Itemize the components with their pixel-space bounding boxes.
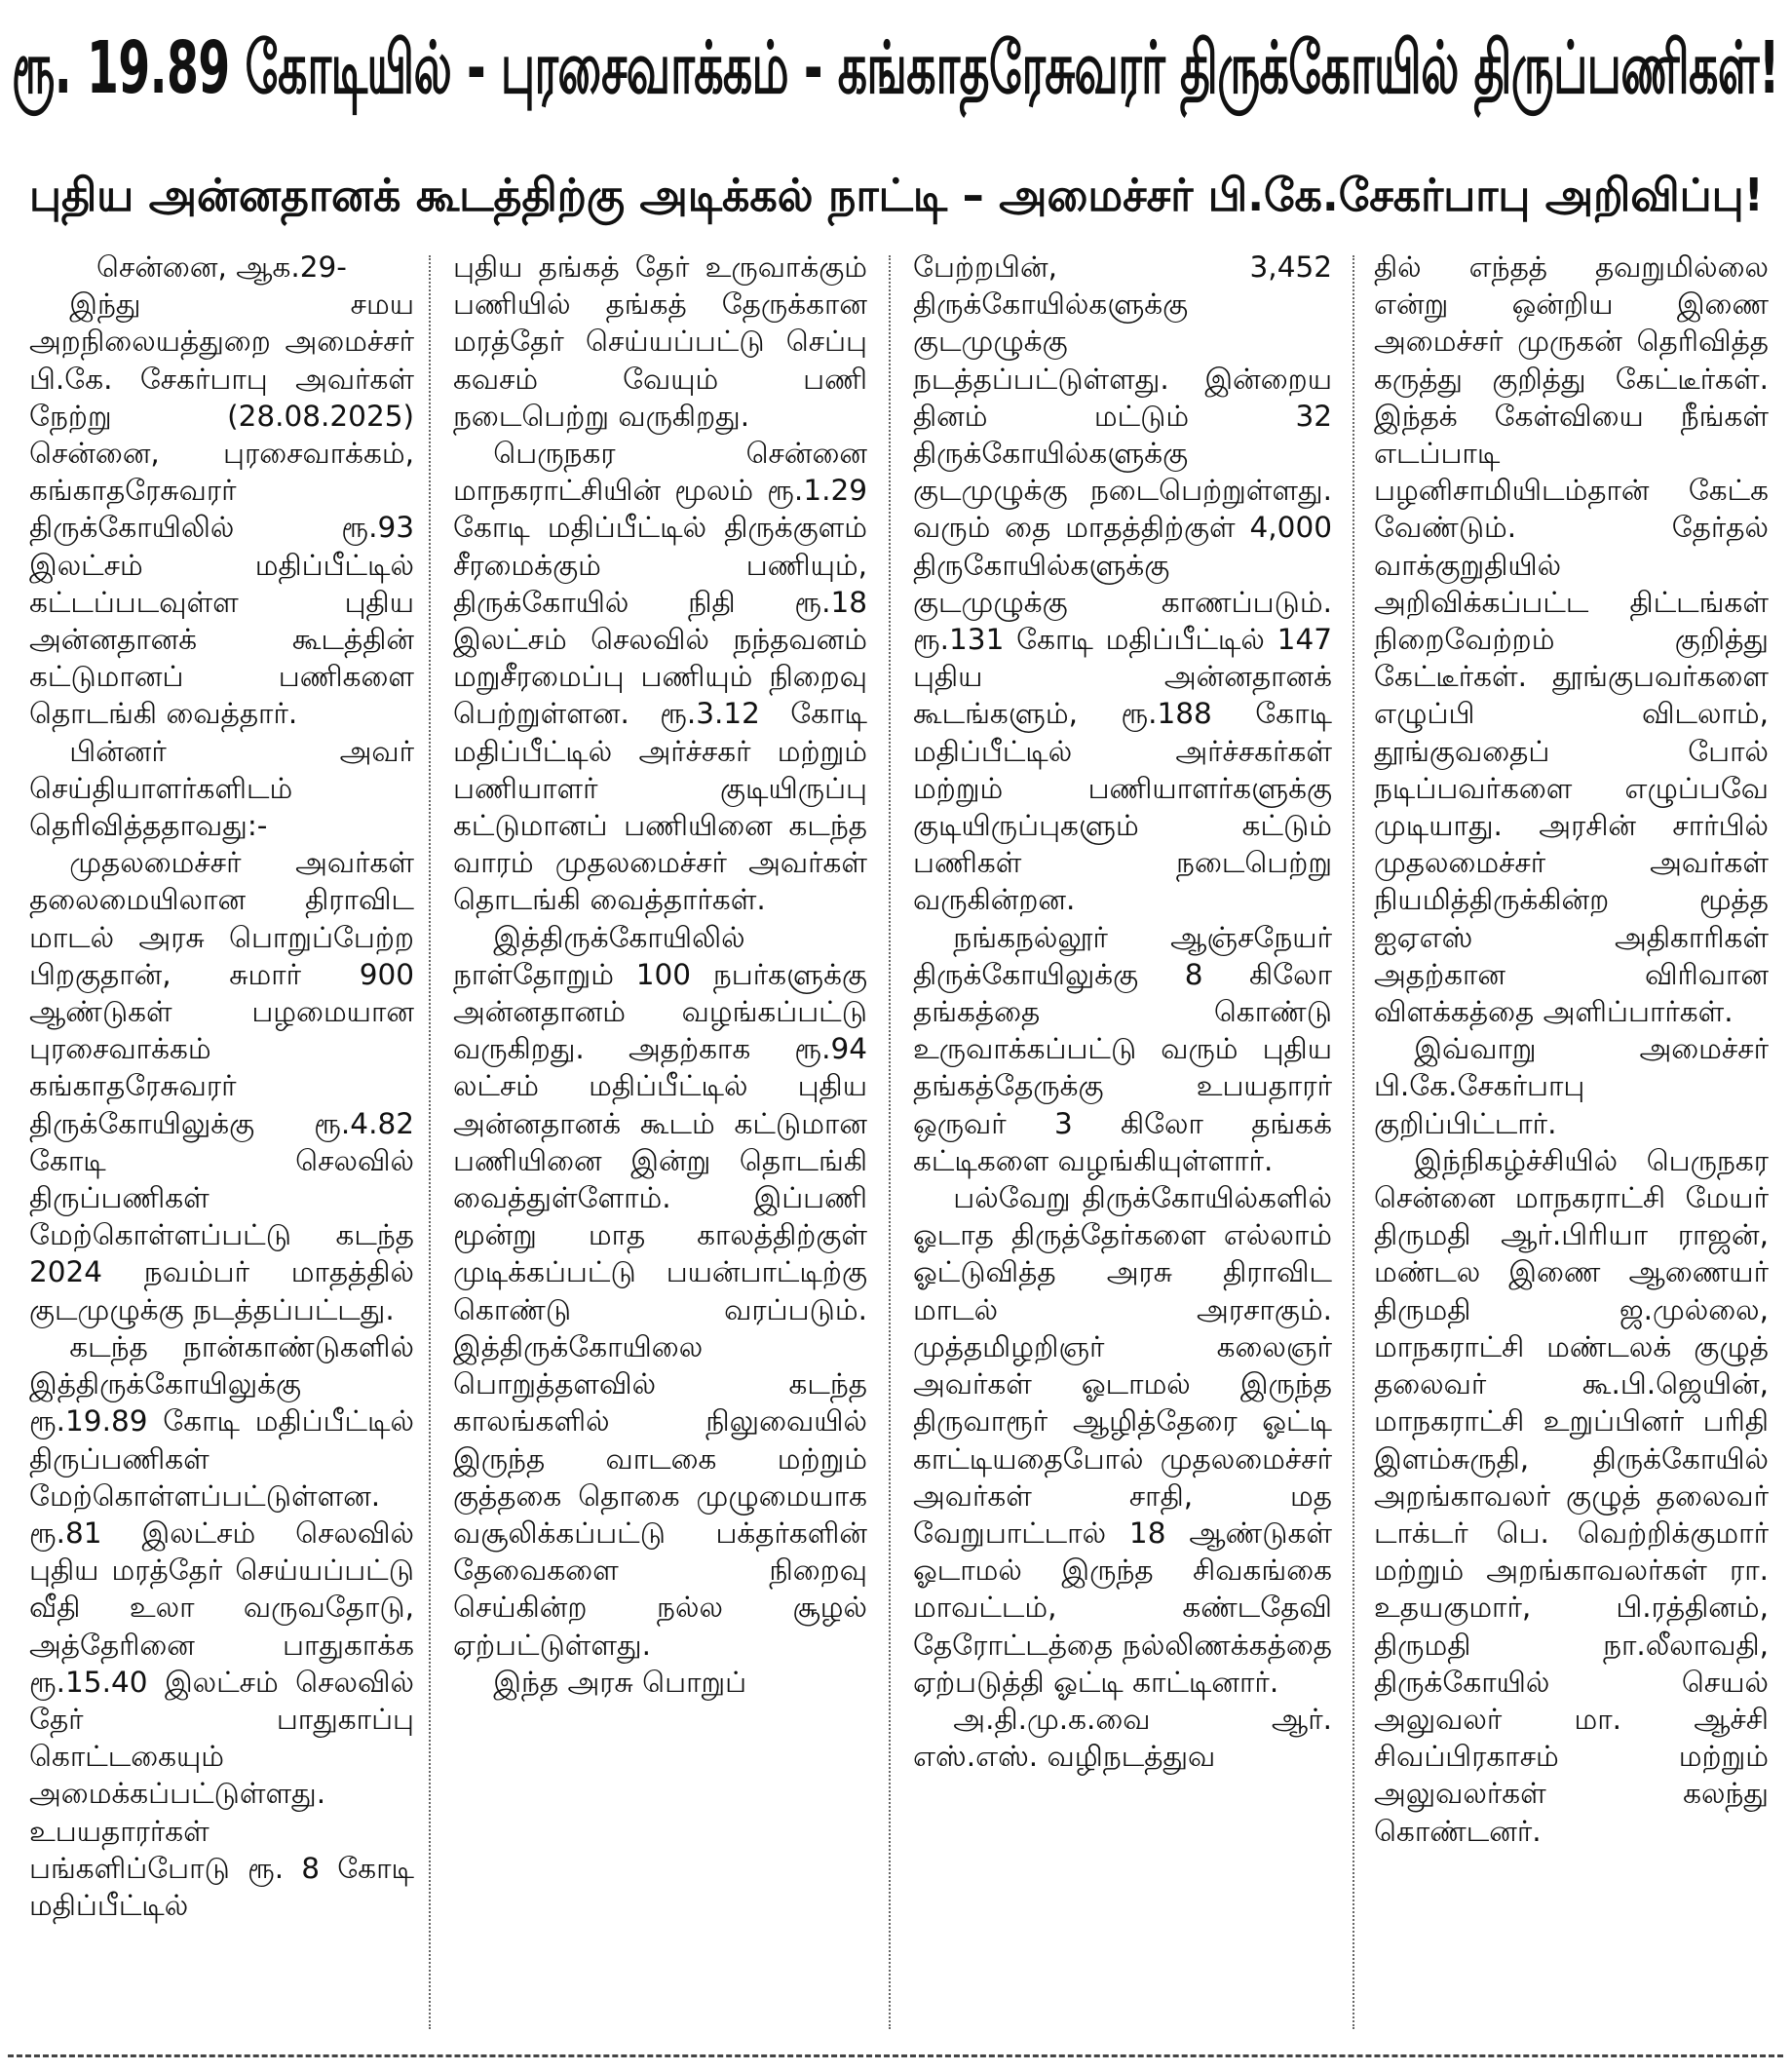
article-paragraph: அ.தி.மு.க.வை ஆர். எஸ்.எஸ். வழிநடத்துவ	[913, 1702, 1332, 1774]
article-paragraph: பேற்றபின், 3,452 திருக்கோயில்களுக்கு குடமுழுக்கு நடத்தப்பட்டுள்ளது. இன்றைய தினம் மட்டும் 32 திருக்கோயில்களுக்கு குடமுழுக்கு நடைபெற்றுள்ளது. வரும் தை மாதத்திற்குள் 4,000 திருகோயில்களுக்கு குடமுழுக்கு காணப்படும். ரூ.131 கோடி மதிப்பீட்டில் 147 புதிய அன்னதானக் கூடங்களும், ரூ.188 கோடி மதிப்பீட்டில் அர்ச்சகர்கள் மற்றும் பணியாளர்களுக்கு குடியிருப்புகளும் கட்டும் பணிகள் நடைபெற்று வருகின்றன.	[913, 250, 1332, 917]
column-divider	[1353, 255, 1354, 2029]
column-divider	[429, 255, 431, 2029]
article-paragraph: பின்னர் அவர் செய்தியாளர்களிடம் தெரிவித்ததாவது:-	[29, 734, 414, 843]
bottom-divider	[8, 2054, 1783, 2057]
article-paragraph: நங்கநல்லூர் ஆஞ்சநேயர் திருக்கோயிலுக்கு 8 கிலோ தங்கத்தை கொண்டு உருவாக்கப்பட்டு வரும் புதிய தங்கத்தேருக்கு உபயதாரர் ஒருவர் 3 கிலோ தங்கக் கட்டிகளை வழங்கியுள்ளார்.	[913, 920, 1332, 1177]
article-paragraph: இந்து சமய அறநிலையத்துறை அமைச்சர் பி.கே. சேகர்பாபு அவர்கள் நேற்று (28.08.2025) சென்னை, புரசைவாக்கம், கங்காதரேசுவரர் திருக்கோயிலில் ரூ.93 இலட்சம் மதிப்பீட்டில் கட்டப்படவுள்ள புதிய அன்னதானக் கூடத்தின் கட்டுமானப் பணிகளை தொடங்கி வைத்தார்.	[29, 288, 414, 731]
article-paragraph: கடந்த நான்காண்டுகளில் இத்திருக்கோயிலுக்கு ரூ.19.89 கோடி மதிப்பீட்டில் திருப்பணிகள் மேற்கொள்ளப்பட்டுள்ளன. ரூ.81 இலட்சம் செலவில் புதிய மரத்தேர் செய்யப்பட்டு வீதி உலா வருவதோடு, அத்தேரினை பாதுகாக்க ரூ.15.40 இலட்சம் செலவில் தேர் பாதுகாப்பு கொட்டகையும் அமைக்கப்பட்டுள்ளது. உபயதாரர்கள் பங்களிப்போடு ரூ. 8 கோடி மதிப்பீட்டில்	[29, 1329, 414, 1922]
dateline: சென்னை, ஆக.29-	[96, 250, 347, 284]
article-paragraph: இவ்வாறு அமைச்சர் பி.கே.சேகர்பாபு குறிப்பிட்டார்.	[1374, 1032, 1769, 1140]
article-paragraph: புதிய தங்கத் தேர் உருவாக்கும் பணியில் தங்கத் தேருக்கான மரத்தேர் செய்யப்பட்டு செப்பு கவசம் வேயும் பணி நடைபெற்று வருகிறது.	[453, 250, 867, 433]
article-column-3	[913, 249, 1332, 2032]
article-paragraph: பெருநகர சென்னை மாநகராட்சியின் மூலம் ரூ.1.29 கோடி மதிப்பீட்டில் திருக்குளம் சீரமைக்கும் பணியும், திருக்கோயில் நிதி ரூ.18 இலட்சம் செலவில் நந்தவனம் மறுசீரமைப்பு பணியும் நிறைவு பெற்றுள்ளன. ரூ.3.12 கோடி மதிப்பீட்டில் அர்ச்சகர் மற்றும் பணியாளர் குடியிருப்பு கட்டுமானப் பணியினை கடந்த வாரம் முதலமைச்சர் அவர்கள் தொடங்கி வைத்தார்கள்.	[453, 437, 867, 917]
article-paragraph: இத்திருக்கோயிலில் நாள்தோறும் 100 நபர்களுக்கு அன்னதானம் வழங்கப்பட்டு வருகிறது. அதற்காக ரூ.94 லட்சம் மதிப்பீட்டில் புதிய அன்னதானக் கூடம் கட்டுமான பணியினை இன்று தொடங்கி வைத்துள்ளோம். இப்பணி மூன்று மாத காலத்திற்குள் முடிக்கப்பட்டு பயன்பாட்டிற்கு கொண்டு வரப்படும். இத்திருக்கோயிலை பொறுத்தளவில் கடந்த காலங்களில் நிலுவையில் இருந்த வாடகை மற்றும் குத்தகை தொகை முழுமையாக வசூலிக்கப்பட்டு பக்தர்களின் தேவைகளை நிறைவு செய்கின்ற நல்ல சூழல் ஏற்பட்டுள்ளது.	[453, 920, 867, 1662]
headline: ரூ. 19.89 கோடியில் - புரசைவாக்கம் - கங்காதரேசுவரர் திருக்கோயில் திருப்பணிகள்!	[12, 26, 1779, 110]
article-paragraph: பல்வேறு திருக்கோயில்களில் ஓடாத திருத்தேர்களை எல்லாம் ஓட்டுவித்த அரசு திராவிட மாடல் அரசாகும். முத்தமிழறிஞர் கலைஞர் அவர்கள் ஓடாமல் இருந்த திருவாரூர் ஆழித்தேரை ஓட்டி காட்டியதைபோல் முதலமைச்சர் அவர்கள் சாதி, மத வேறுபாட்டால் 18 ஆண்டுகள் ஓடாமல் இருந்த சிவகங்கை மாவட்டம், கண்டதேவி தேரோட்டத்தை நல்லிணக்கத்தை ஏற்படுத்தி ஓட்டி காட்டினார்.	[913, 1181, 1332, 1699]
article-column-1	[29, 249, 414, 2032]
article-paragraph: இந்த அரசு பொறுப்	[493, 1665, 747, 1699]
article-paragraph: இந்நிகழ்ச்சியில் பெருநகர சென்னை மாநகராட்சி மேயர் திருமதி ஆர்.பிரியா ராஜன், மண்டல இணை ஆணையர் திருமதி ஜ.முல்லை, மாநகராட்சி மண்டலக் குழுத் தலைவர் கூ.பி.ஜெயின், மாநகராட்சி உறுப்பினர் பரிதி இளம்சுருதி, திருக்கோயில் அறங்காவலர் குழுத் தலைவர் டாக்டர் பெ. வெற்றிக்குமார் மற்றும் அறங்காவலர்கள் ரா. உதயகுமார், பி.ரத்தினம், திருமதி நா.லீலாவதி, திருக்கோயில் செயல் அலுவலர் மா. ஆச்சி சிவப்பிரகாசம் மற்றும் அலுவலர்கள் கலந்து கொண்டனர்.	[1374, 1143, 1769, 1848]
article-column-2	[453, 249, 867, 2032]
column-divider	[889, 255, 891, 2029]
subheadline: புதிய அன்னதானக் கூடத்திற்கு அடிக்கல் நாட்டி – அமைச்சர் பி.கே.சேகர்பாபு அறிவிப்பு!	[29, 169, 1764, 221]
article-paragraph: முதலமைச்சர் அவர்கள் தலைமையிலான திராவிட மாடல் அரசு பொறுப்பேற்ற பிறகுதான், சுமார் 900 ஆண்டுகள் பழமையான புரசைவாக்கம் கங்காதரேசுவரர் திருக்கோயிலுக்கு ரூ.4.82 கோடி செலவில் திருப்பணிகள் மேற்கொள்ளப்பட்டு கடந்த 2024 நவம்பர் மாதத்தில் குடமுழுக்கு நடத்தப்பட்டது.	[29, 846, 414, 1326]
article-column-4	[1374, 249, 1769, 2032]
article-paragraph: தில் எந்தத் தவறுமில்லை என்று ஒன்றிய இணை அமைச்சர் முருகன் தெரிவித்த கருத்து குறித்து கேட்டீர்கள். இந்தக் கேள்வியை நீங்கள் எடப்பாடி பழனிசாமியிடம்தான் கேட்க வேண்டும். தேர்தல் வாக்குறுதியில் அறிவிக்கப்பட்ட திட்டங்கள் நிறைவேற்றம் குறித்து கேட்டீர்கள். தூங்குபவர்களை எழுப்பி விடலாம், தூங்குவதைப் போல் நடிப்பவர்களை எழுப்பவே முடியாது. அரசின் சார்பில் முதலமைச்சர் அவர்கள் நியமித்திருக்கின்ற மூத்த ஐஏஎஸ் அதிகாரிகள் அதற்கான விரிவான விளக்கத்தை அளிப்பார்கள்.	[1374, 250, 1769, 1029]
